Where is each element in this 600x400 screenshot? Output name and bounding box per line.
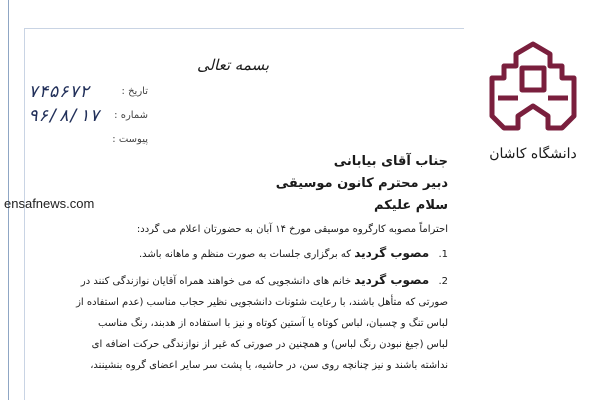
meta-date bbox=[28, 82, 148, 108]
date-label: تاریخ : bbox=[121, 86, 148, 97]
item-text-line: لباس تنگ و چسبان، لباس کوتاه یا آستین کوتاه و نیز با استفاده از هدبند، رنگ مناسب bbox=[98, 318, 448, 329]
item-text-line: صورتی که متأهل باشند، با رعایت شئونات دانشجویی نظیر حجاب مناسب (عدم استفاده از bbox=[76, 297, 448, 308]
item-text-line: لباس (جیغ نبودن رنگ لباس) و همچنین در صورتی که غیر از نوازندگی حرکت اضافه ای bbox=[91, 339, 448, 350]
recipient-name: جناب آقای بیابانی bbox=[333, 154, 448, 169]
bismillah-heading: بسمه تعالی bbox=[196, 56, 270, 74]
number-value: ۹۶/۸/۱۷ bbox=[28, 106, 100, 126]
item-text-line: خانم های دانشجویی که می خواهند همراه آقایان نوازندگی کنند در bbox=[80, 276, 351, 287]
list-item bbox=[28, 270, 448, 376]
item-number: 1. bbox=[438, 249, 448, 260]
logo-wordmark: دانشگاه کاشان bbox=[489, 146, 577, 162]
salutation bbox=[28, 151, 448, 217]
item-heading: مصوب گردید bbox=[354, 273, 430, 287]
number-label: شماره : bbox=[114, 110, 148, 121]
item-text: که برگزاری جلسات به صورت منظم و ماهانه باشد. bbox=[138, 249, 351, 260]
intro-paragraph: احتراماً مصوبه کارگروه موسیقی مورخ ۱۴ آبان به حضورتان اعلام می گردد: bbox=[136, 224, 448, 235]
recipient-title: دبیر محترم کانون موسیقی bbox=[275, 176, 448, 191]
item-heading: مصوب گردید bbox=[354, 246, 430, 260]
meta-number bbox=[28, 106, 148, 132]
list-item bbox=[28, 243, 448, 265]
attachment-label: پیوست : bbox=[112, 134, 148, 145]
item-text-line: نداشته باشند و نیز چنانچه روی سن، در حاشیه، یا پشت سر سایر اعضای گروه بنشینند، bbox=[90, 360, 448, 371]
watermark-text: ensafnews.com bbox=[4, 196, 95, 211]
university-logo bbox=[478, 38, 588, 168]
item-number: 2. bbox=[438, 276, 448, 287]
date-value: ۷۴۵۶۷۲ bbox=[28, 82, 90, 102]
greeting: سلام علیکم bbox=[374, 198, 448, 213]
